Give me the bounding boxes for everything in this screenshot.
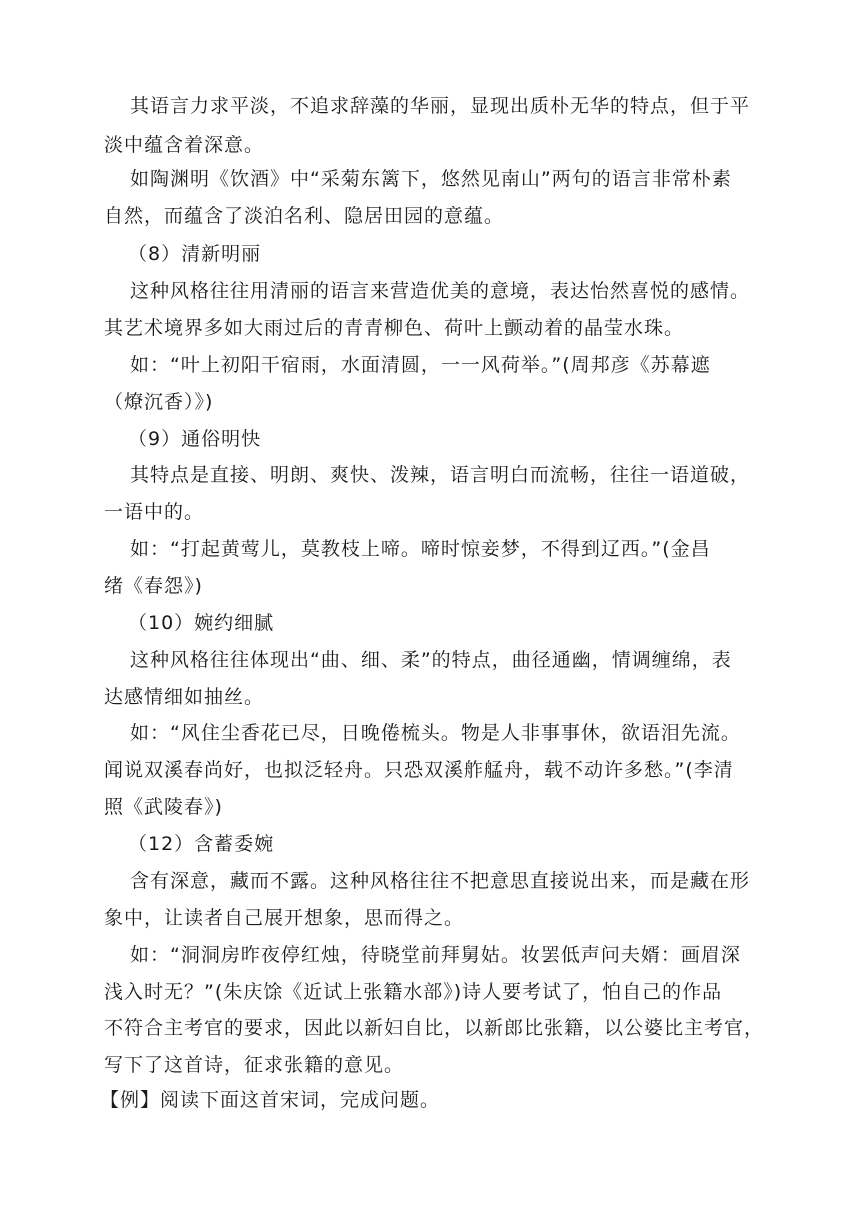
text-line: 如陶渊明《饮酒》中“采菊东篱下，悠然见南山”两句的语言非常朴素: [130, 168, 732, 190]
text-line: 象中，让读者自己展开想象，思而得之。: [104, 907, 465, 929]
text-line: 这种风格往往用清丽的语言来营造优美的意境，表达怡然喜悦的感情。: [130, 280, 751, 302]
section-heading: （10）婉约细腻: [128, 612, 275, 634]
text-line: 浅入时无？”(朱庆馀《近试上张籍水部》)诗人要考试了，怕自己的作品: [104, 981, 723, 1003]
text-line: 绪《春怨》): [104, 575, 203, 597]
section-heading: （9）通俗明快: [128, 428, 262, 450]
text-line: 含有深意，藏而不露。这种风格往往不把意思直接说出来，而是藏在形: [130, 870, 751, 892]
text-line: 如：“打起黄莺儿，莫教枝上啼。啼时惊妾梦，不得到辽西。”(金昌: [130, 538, 711, 560]
text-line: 其语言力求平淡，不追求辞藻的华丽，显现出质朴无华的特点，但于平: [130, 95, 751, 117]
section-heading: （8）清新明丽: [128, 243, 262, 265]
text-line: 其艺术境界多如大雨过后的青青柳色、荷叶上颤动着的晶莹水珠。: [104, 317, 685, 339]
text-line: 一语中的。: [104, 501, 205, 523]
text-line: 这种风格往往体现出“曲、细、柔”的特点，曲径通幽，情调缠绵，表: [130, 649, 732, 671]
example-heading: 【例】阅读下面这首宋词，完成问题。: [100, 1089, 441, 1111]
text-line: 自然，而蕴含了淡泊名利、隐居田园的意蕴。: [104, 205, 505, 227]
text-line: 照《武陵春》): [104, 796, 223, 818]
text-line: 淡中蕴含着深意。: [104, 134, 265, 156]
text-line: 如：“风住尘香花已尽，日晚倦梳头。物是人非事事休，欲语泪先流。: [130, 722, 741, 744]
text-line: 闻说双溪春尚好，也拟泛轻舟。只恐双溪舴艋舟，载不动许多愁。”(李清: [104, 759, 734, 781]
section-heading: （12）含蓄委婉: [128, 833, 275, 855]
text-line: （燎沉香）》): [104, 391, 214, 413]
text-line: 不符合主考官的要求，因此以新妇自比，以新郎比张籍，以公婆比主考官，: [104, 1017, 765, 1039]
text-line: 其特点是直接、明朗、爽快、泼辣，语言明白而流畅，往往一语道破，: [130, 464, 751, 486]
text-line: 如：“洞洞房昨夜停红烛，待晓堂前拜舅姑。妆罢低声问夫婿：画眉深: [130, 944, 741, 966]
text-line: 达感情细如抽丝。: [104, 686, 265, 708]
text-line: 如：“叶上初阳干宿雨，水面清圆，一一风荷举。”(周邦彦《苏幕遮: [130, 354, 711, 376]
text-line: 写下了这首诗，征求张籍的意见。: [104, 1054, 405, 1076]
